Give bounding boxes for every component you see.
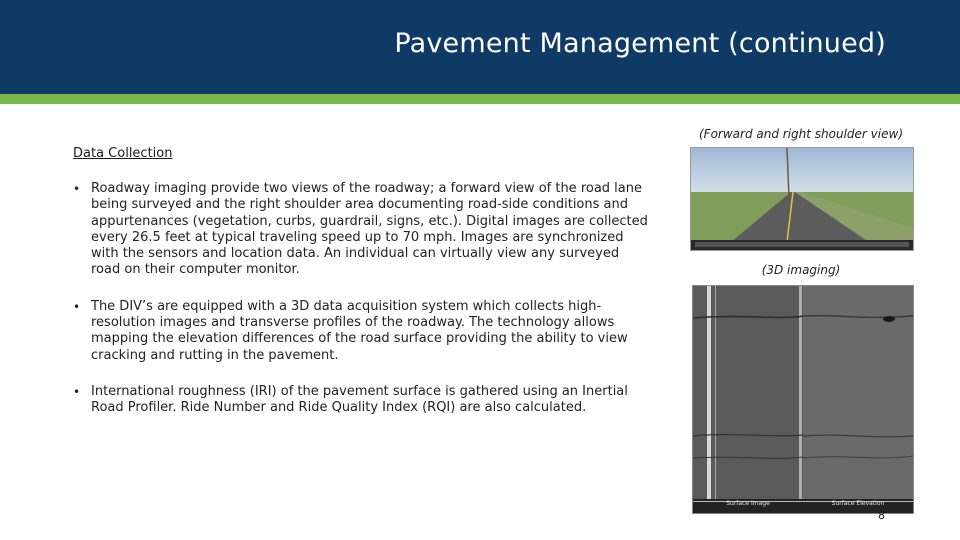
bullet-item (72, 299, 652, 364)
bullet-icon: • (73, 384, 81, 399)
bullet-text: The DIV’s are equipped with a 3D data acquisition system which collects high-resolution images and transverse profiles of the roadway. The technology allows mapping the elevation differences of the road surface providing the ability to view cracking and rutting in the pavement. (91, 298, 628, 363)
bullet-list (72, 181, 652, 437)
bullet-item (72, 384, 652, 417)
3d-imaging-scan (692, 285, 914, 514)
3d-imaging-caption: (3D imaging) (761, 263, 841, 277)
bullet-icon: • (73, 182, 81, 196)
forward-view-photo (690, 147, 914, 251)
title-bar (0, 0, 960, 94)
page-title: Pavement Management (continued) (394, 28, 886, 59)
bullet-text: Roadway imaging provide two views of the roadway; a forward view of the road lane being surveyed and the right shoulder area documenting road-side conditions and appurtenances (vegetation, curbs, guardrail, signs, etc.). Digital images are collected every 26.5 feet at typical traveling speed up to 70 mph. Images are synchronized with the sensors and location data. An individual can virtually view any surveyed road on their computer monitor. (91, 181, 648, 278)
bullet-item (72, 181, 652, 279)
bullet-text: International roughness (IRI) of the pavement surface is gathered using an Inertial Road Profiler. Ride Number and Ride Quality Index (RQI) are also calculated. (91, 383, 628, 416)
forward-view-caption: (Forward and right shoulder view) (699, 127, 903, 141)
bullet-icon: • (73, 299, 81, 314)
accent-bar (0, 94, 960, 104)
surface-elevation-label: Surface Elevation (831, 500, 885, 507)
section-heading: Data Collection (73, 146, 173, 161)
surface-image-label: Surface Image (726, 500, 770, 507)
page-number: 8 (878, 509, 885, 522)
